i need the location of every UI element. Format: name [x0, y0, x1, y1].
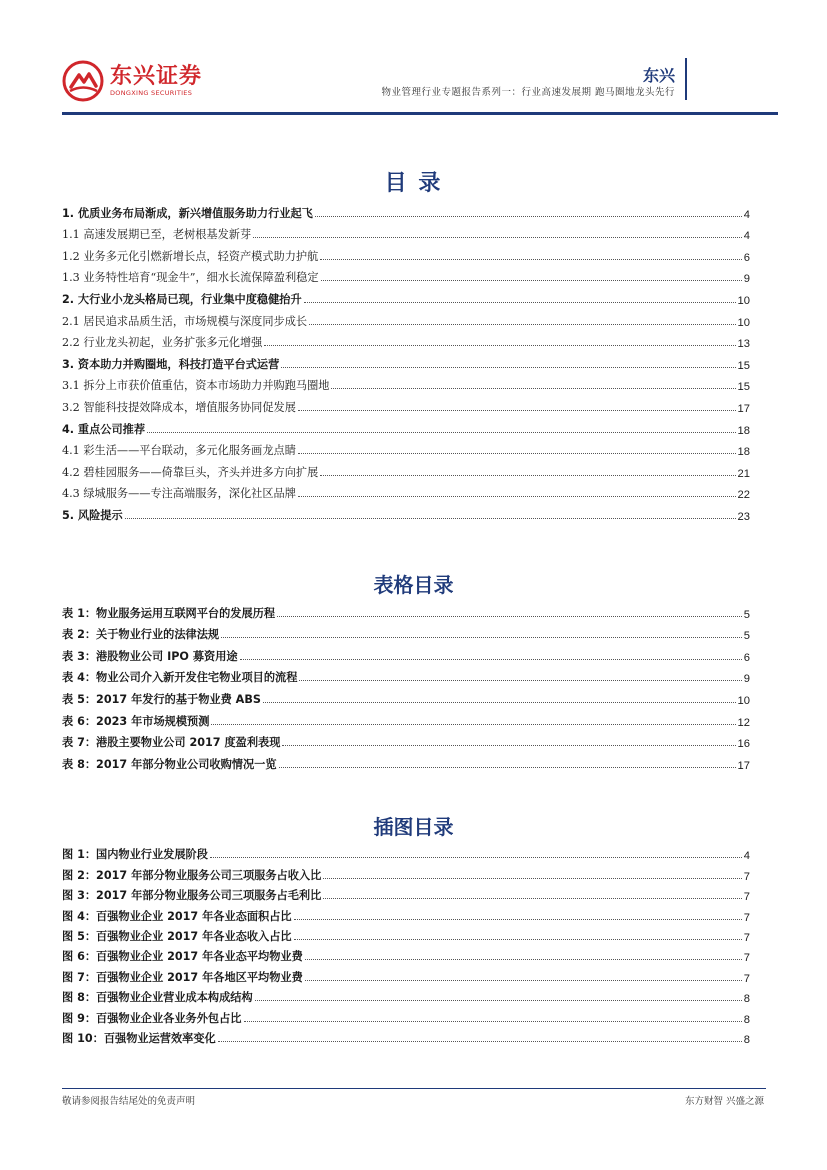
toc-entry-page: 10 — [737, 294, 750, 307]
toc-entry[interactable] — [62, 264, 750, 286]
toc-entry-page: 10 — [737, 316, 750, 329]
table-list-entry[interactable] — [62, 685, 750, 707]
figure-list-entry-page: 8 — [743, 1033, 750, 1046]
toc-entry[interactable] — [62, 393, 750, 415]
figure-list-entry-title: 图 9：百强物业企业各业务外包占比 — [62, 1011, 242, 1025]
toc-entry-title: 4.1 彩生活——平台联动，多元化服务画龙点睛 — [62, 444, 296, 458]
dot-leader — [263, 702, 736, 703]
toc-entry-page: 22 — [737, 489, 750, 502]
header-vertical-bar — [685, 58, 687, 100]
dot-leader — [240, 659, 742, 660]
page-header — [0, 0, 827, 118]
toc-entry[interactable] — [62, 242, 750, 264]
table-list-entry-title: 表 4：物业公司介入新开发住宅物业项目的流程 — [62, 671, 298, 685]
toc-entry-title: 3.2 智能科技提效降成本，增值服务协同促发展 — [62, 400, 296, 414]
dot-leader — [294, 919, 742, 920]
brand-name: 东兴 — [642, 66, 675, 85]
figure-list-entry-title: 图 10：百强物业运营效率变化 — [62, 1031, 216, 1045]
figure-list-entry-title: 图 1：国内物业行业发展阶段 — [62, 848, 208, 862]
dot-leader — [244, 1021, 742, 1022]
toc-entry-page: 23 — [737, 510, 750, 523]
figure-list-entry[interactable] — [62, 883, 750, 903]
toc-entry-page: 15 — [737, 381, 750, 394]
table-list-entry[interactable] — [62, 599, 750, 621]
toc-entry[interactable] — [62, 350, 750, 372]
toc-list — [62, 199, 750, 523]
table-list-entry[interactable] — [62, 642, 750, 664]
toc-entry-title: 1.1 高速发展期已至，老树根基发新芽 — [62, 228, 252, 242]
dot-leader — [305, 959, 742, 960]
toc-entry-page: 17 — [737, 402, 750, 415]
table-list-entry[interactable] — [62, 729, 750, 751]
figure-list-entry-title: 图 4：百强物业企业 2017 年各业态面积占比 — [62, 909, 292, 923]
table-list-entry-page: 16 — [737, 738, 750, 751]
toc-entry-page: 18 — [737, 424, 750, 437]
toc-entry[interactable] — [62, 199, 750, 221]
table-list-entry-page: 12 — [737, 716, 750, 729]
figure-list-entry-title: 图 3：2017 年部分物业服务公司三项服务占毛利比 — [62, 889, 322, 903]
toc-entry-title: 4.2 碧桂园服务——倚靠巨头，齐头并进多方向扩展 — [62, 465, 319, 479]
toc-entry[interactable] — [62, 221, 750, 243]
table-list-entry[interactable] — [62, 664, 750, 686]
dot-leader — [255, 1000, 742, 1001]
toc-entry-title: 1.2 业务多元化引燃新增长点，轻资产模式助力护航 — [62, 249, 319, 263]
toc-entry-title: 4.3 绿城服务——专注高端服务，深化社区品牌 — [62, 487, 296, 501]
figure-list-entry-page: 8 — [743, 1013, 750, 1026]
dot-leader — [321, 280, 742, 281]
figure-list-entry[interactable] — [62, 1026, 750, 1046]
figure-list-entry-title: 图 6：百强物业企业 2017 年各业态平均物业费 — [62, 950, 303, 964]
tables-title: 表格目录 — [373, 573, 454, 597]
figure-list-entry-page: 8 — [743, 993, 750, 1006]
dot-leader — [304, 302, 736, 303]
figure-list-entry[interactable] — [62, 985, 750, 1005]
dot-leader — [282, 745, 735, 746]
logo-mark-icon — [62, 60, 104, 102]
figure-list-entry[interactable] — [62, 842, 750, 862]
dot-leader — [331, 388, 735, 389]
dot-leader — [147, 432, 735, 433]
toc-entry-title: 1. 优质业务布局渐成，新兴增值服务助力行业起飞 — [62, 206, 313, 220]
figures-title: 插图目录 — [373, 815, 454, 839]
footer-rule — [62, 1088, 766, 1089]
dot-leader — [281, 367, 735, 368]
dot-leader — [277, 616, 742, 617]
toc-entry[interactable] — [62, 329, 750, 351]
figure-list-entry-page: 7 — [743, 952, 750, 965]
toc-entry-title: 1.3 业务特性培育“现金牛”，细水长流保障盈利稳定 — [62, 271, 319, 285]
toc-entry-page: 6 — [743, 251, 750, 264]
figure-list-entry-title: 图 8：百强物业企业营业成本构成结构 — [62, 991, 253, 1005]
figure-list-entry[interactable] — [62, 1005, 750, 1025]
toc-entry-title: 5. 风险提示 — [62, 508, 123, 522]
toc-entry[interactable] — [62, 415, 750, 437]
toc-entry-title: 2.2 行业龙头初起，业务扩张多元化增强 — [62, 336, 263, 350]
table-list-entry-page: 9 — [743, 673, 750, 686]
dot-leader — [298, 453, 736, 454]
table-list-entry[interactable] — [62, 750, 750, 772]
toc-entry-title: 3. 资本助力并购圈地，科技打造平台式运营 — [62, 357, 280, 371]
footer-disclaimer: 敬请参阅报告结尾处的免责声明 — [62, 1096, 196, 1107]
dot-leader — [298, 410, 736, 411]
dot-leader — [309, 324, 735, 325]
table-list-entry-title: 表 5：2017 年发行的基于物业费 ABS — [62, 692, 261, 706]
figure-list-entry-page: 7 — [743, 911, 750, 924]
table-list-entry[interactable] — [62, 707, 750, 729]
dot-leader — [323, 898, 741, 899]
toc-entry-page: 21 — [737, 467, 750, 480]
figure-list-entry[interactable] — [62, 903, 750, 923]
dot-leader — [320, 475, 735, 476]
table-list-entry-page: 17 — [737, 759, 750, 772]
toc-entry[interactable] — [62, 285, 750, 307]
toc-entry[interactable] — [62, 372, 750, 394]
dot-leader — [210, 857, 742, 858]
logo-chinese-name: 东兴证券 — [110, 63, 203, 89]
toc-entry[interactable] — [62, 307, 750, 329]
logo-english-name: DONGXING SECURITIES — [110, 88, 193, 97]
dot-leader — [294, 939, 742, 940]
figure-list-entry[interactable] — [62, 964, 750, 984]
figure-list-entry[interactable] — [62, 924, 750, 944]
report-subtitle: 物业管理行业专题报告系列一：行业高速发展期 跑马圈地龙头先行 — [381, 87, 675, 98]
dot-leader — [315, 216, 742, 217]
table-list-entry-page: 10 — [737, 694, 750, 707]
dot-leader — [264, 345, 735, 346]
figure-list-entry-page: 7 — [743, 870, 750, 883]
dot-leader — [253, 237, 742, 238]
dot-leader — [279, 767, 736, 768]
dot-leader — [125, 518, 736, 519]
toc-entry-page: 18 — [737, 446, 750, 459]
dot-leader — [211, 724, 735, 725]
toc-entry-page: 9 — [743, 273, 750, 286]
header-rule — [62, 112, 778, 115]
toc-entry-page: 13 — [737, 338, 750, 351]
figure-list-entry-page: 4 — [743, 850, 750, 863]
toc-entry[interactable] — [62, 437, 750, 459]
toc-entry-title: 3.1 拆分上市获价值重估，资本市场助力并购跑马圈地 — [62, 379, 330, 393]
dot-leader — [323, 878, 741, 879]
table-list-entry-title: 表 3：港股物业公司 IPO 募资用途 — [62, 649, 238, 663]
figure-list-entry[interactable] — [62, 862, 750, 882]
toc-entry-title: 2. 大行业小龙头格局已现，行业集中度稳健抬升 — [62, 292, 302, 306]
dot-leader — [320, 259, 741, 260]
toc-entry[interactable] — [62, 501, 750, 523]
table-list-entry-title: 表 1：物业服务运用互联网平台的发展历程 — [62, 606, 276, 620]
company-logo — [62, 60, 202, 102]
dot-leader — [305, 980, 742, 981]
figure-list-entry-page: 7 — [743, 972, 750, 985]
table-list-entry[interactable] — [62, 621, 750, 643]
table-list-entry-title: 表 6：2023 年市场规模预测 — [62, 714, 210, 728]
toc-entry-page: 4 — [743, 208, 750, 221]
figure-list-entry-title: 图 2：2017 年部分物业服务公司三项服务占收入比 — [62, 868, 322, 882]
table-list-entry-page: 6 — [743, 651, 750, 664]
toc-entry[interactable] — [62, 480, 750, 502]
figure-list-entry[interactable] — [62, 944, 750, 964]
dot-leader — [298, 496, 736, 497]
figure-list-entry-title: 图 5：百强物业企业 2017 年各业态收入占比 — [62, 929, 292, 943]
toc-entry-page: 15 — [737, 359, 750, 372]
dot-leader — [221, 637, 742, 638]
table-list-entry-title: 表 7：港股主要物业公司 2017 度盈利表现 — [62, 736, 281, 750]
dot-leader — [218, 1041, 742, 1042]
figure-list-entry-page: 7 — [743, 891, 750, 904]
toc-entry-title: 4. 重点公司推荐 — [62, 422, 146, 436]
figures-list — [62, 842, 750, 1046]
dot-leader — [299, 680, 741, 681]
tables-list — [62, 599, 750, 772]
table-list-entry-page: 5 — [743, 608, 750, 621]
toc-entry[interactable] — [62, 458, 750, 480]
toc-title: 目 录 — [384, 171, 443, 196]
table-list-entry-title: 表 2：关于物业行业的法律法规 — [62, 628, 220, 642]
figure-list-entry-title: 图 7：百强物业企业 2017 年各地区平均物业费 — [62, 970, 303, 984]
toc-entry-title: 2.1 居民追求品质生活，市场规模与深度同步成长 — [62, 314, 308, 328]
footer-slogan: 东方财智 兴盛之源 — [684, 1096, 764, 1107]
table-list-entry-title: 表 8：2017 年部分物业公司收购情况一览 — [62, 757, 277, 771]
toc-entry-page: 4 — [743, 230, 750, 243]
table-list-entry-page: 5 — [743, 630, 750, 643]
figure-list-entry-page: 7 — [743, 931, 750, 944]
